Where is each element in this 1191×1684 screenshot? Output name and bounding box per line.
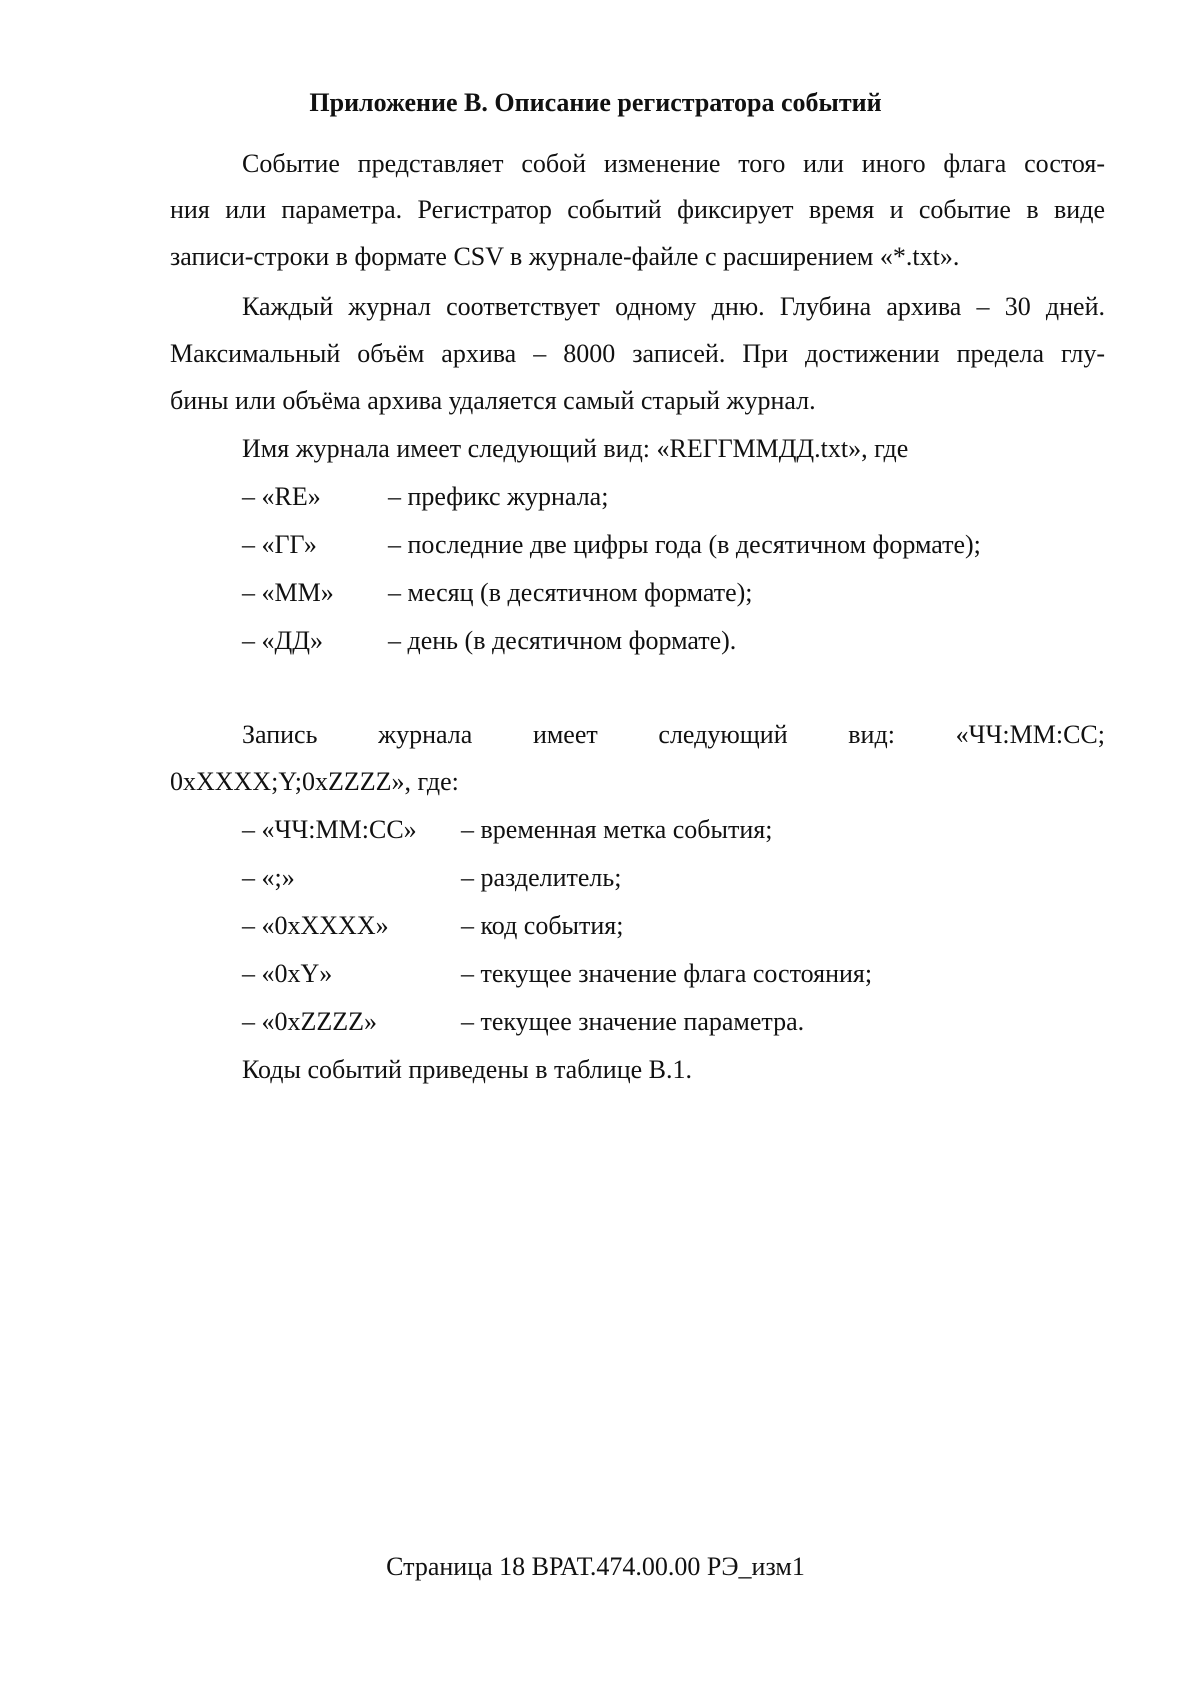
record-part-desc: – текущее значение параметра. [461,1007,805,1036]
record-intro-word: «ЧЧ:ММ:СС; [955,720,1105,749]
event-codes-note: Коды событий приведены в таблице В.1. [242,1055,692,1084]
record-intro-word: имеет [532,720,598,749]
journal-name-intro: Имя журнала имеет следующий вид: «REГГММДД.txt», где [242,434,909,463]
record-part-desc: – текущее значение флага состояния; [461,959,873,988]
list-item [242,861,622,895]
name-part-desc: – последние две цифры года (в десятичном формате); [388,530,981,559]
list-item [242,957,873,991]
record-intro-word: вид: [848,720,895,749]
page-title: Приложение В. Описание регистратора событий [309,88,882,117]
list-item [242,576,753,610]
record-part-key: – «ЧЧ:ММ:СС» [242,815,417,844]
para2-line-2: Максимальный объём архива – 8000 записей. При достижении предела глу- [170,339,1105,368]
name-part-key: – «ДД» [242,626,323,655]
para1-line-1: Событие представляет собой изменение того или иного флага состоя- [242,149,1105,178]
record-format-intro [242,718,1105,752]
para1-line-2: ния или параметра. Регистратор событий фиксирует время и событие в виде [170,195,1105,224]
record-intro-word: следующий [658,720,788,749]
record-part-desc: – разделитель; [461,863,622,892]
record-intro-word: журнала [378,720,473,749]
name-part-key: – «RE» [242,482,321,511]
para2-line-3: бины или объёма архива удаляется самый старый журнал. [170,386,816,415]
list-item [242,1005,805,1039]
record-part-desc: – временная метка события; [461,815,773,844]
para1-line-3: записи-строки в формате CSV в журнале-файле с расширением «*.txt». [170,242,960,271]
list-item [242,813,773,847]
name-part-desc: – месяц (в десятичном формате); [388,578,753,607]
record-part-key: – «0xZZZZ» [242,1007,378,1036]
name-part-desc: – день (в десятичном формате). [388,626,737,655]
list-item [242,480,609,514]
record-part-key: – «;» [242,863,295,892]
record-part-desc: – код события; [461,911,624,940]
list-item [242,528,981,562]
list-item [242,624,737,658]
name-part-key: – «ГГ» [242,530,317,559]
record-part-key: – «0xY» [242,959,333,988]
list-item [242,909,624,943]
record-part-key: – «0xXXXX» [242,911,389,940]
para2-line-1: Каждый журнал соответствует одному дню. Глубина архива – 30 дней. [242,292,1105,321]
name-part-desc: – префикс журнала; [388,482,609,511]
name-part-key: – «ММ» [242,578,334,607]
record-format-continuation: 0xXXXX;Y;0xZZZZ», где: [170,767,459,796]
page-footer: Страница 18 ВРАТ.474.00.00 РЭ_изм1 [386,1552,805,1581]
record-intro-word: Запись [242,720,318,749]
